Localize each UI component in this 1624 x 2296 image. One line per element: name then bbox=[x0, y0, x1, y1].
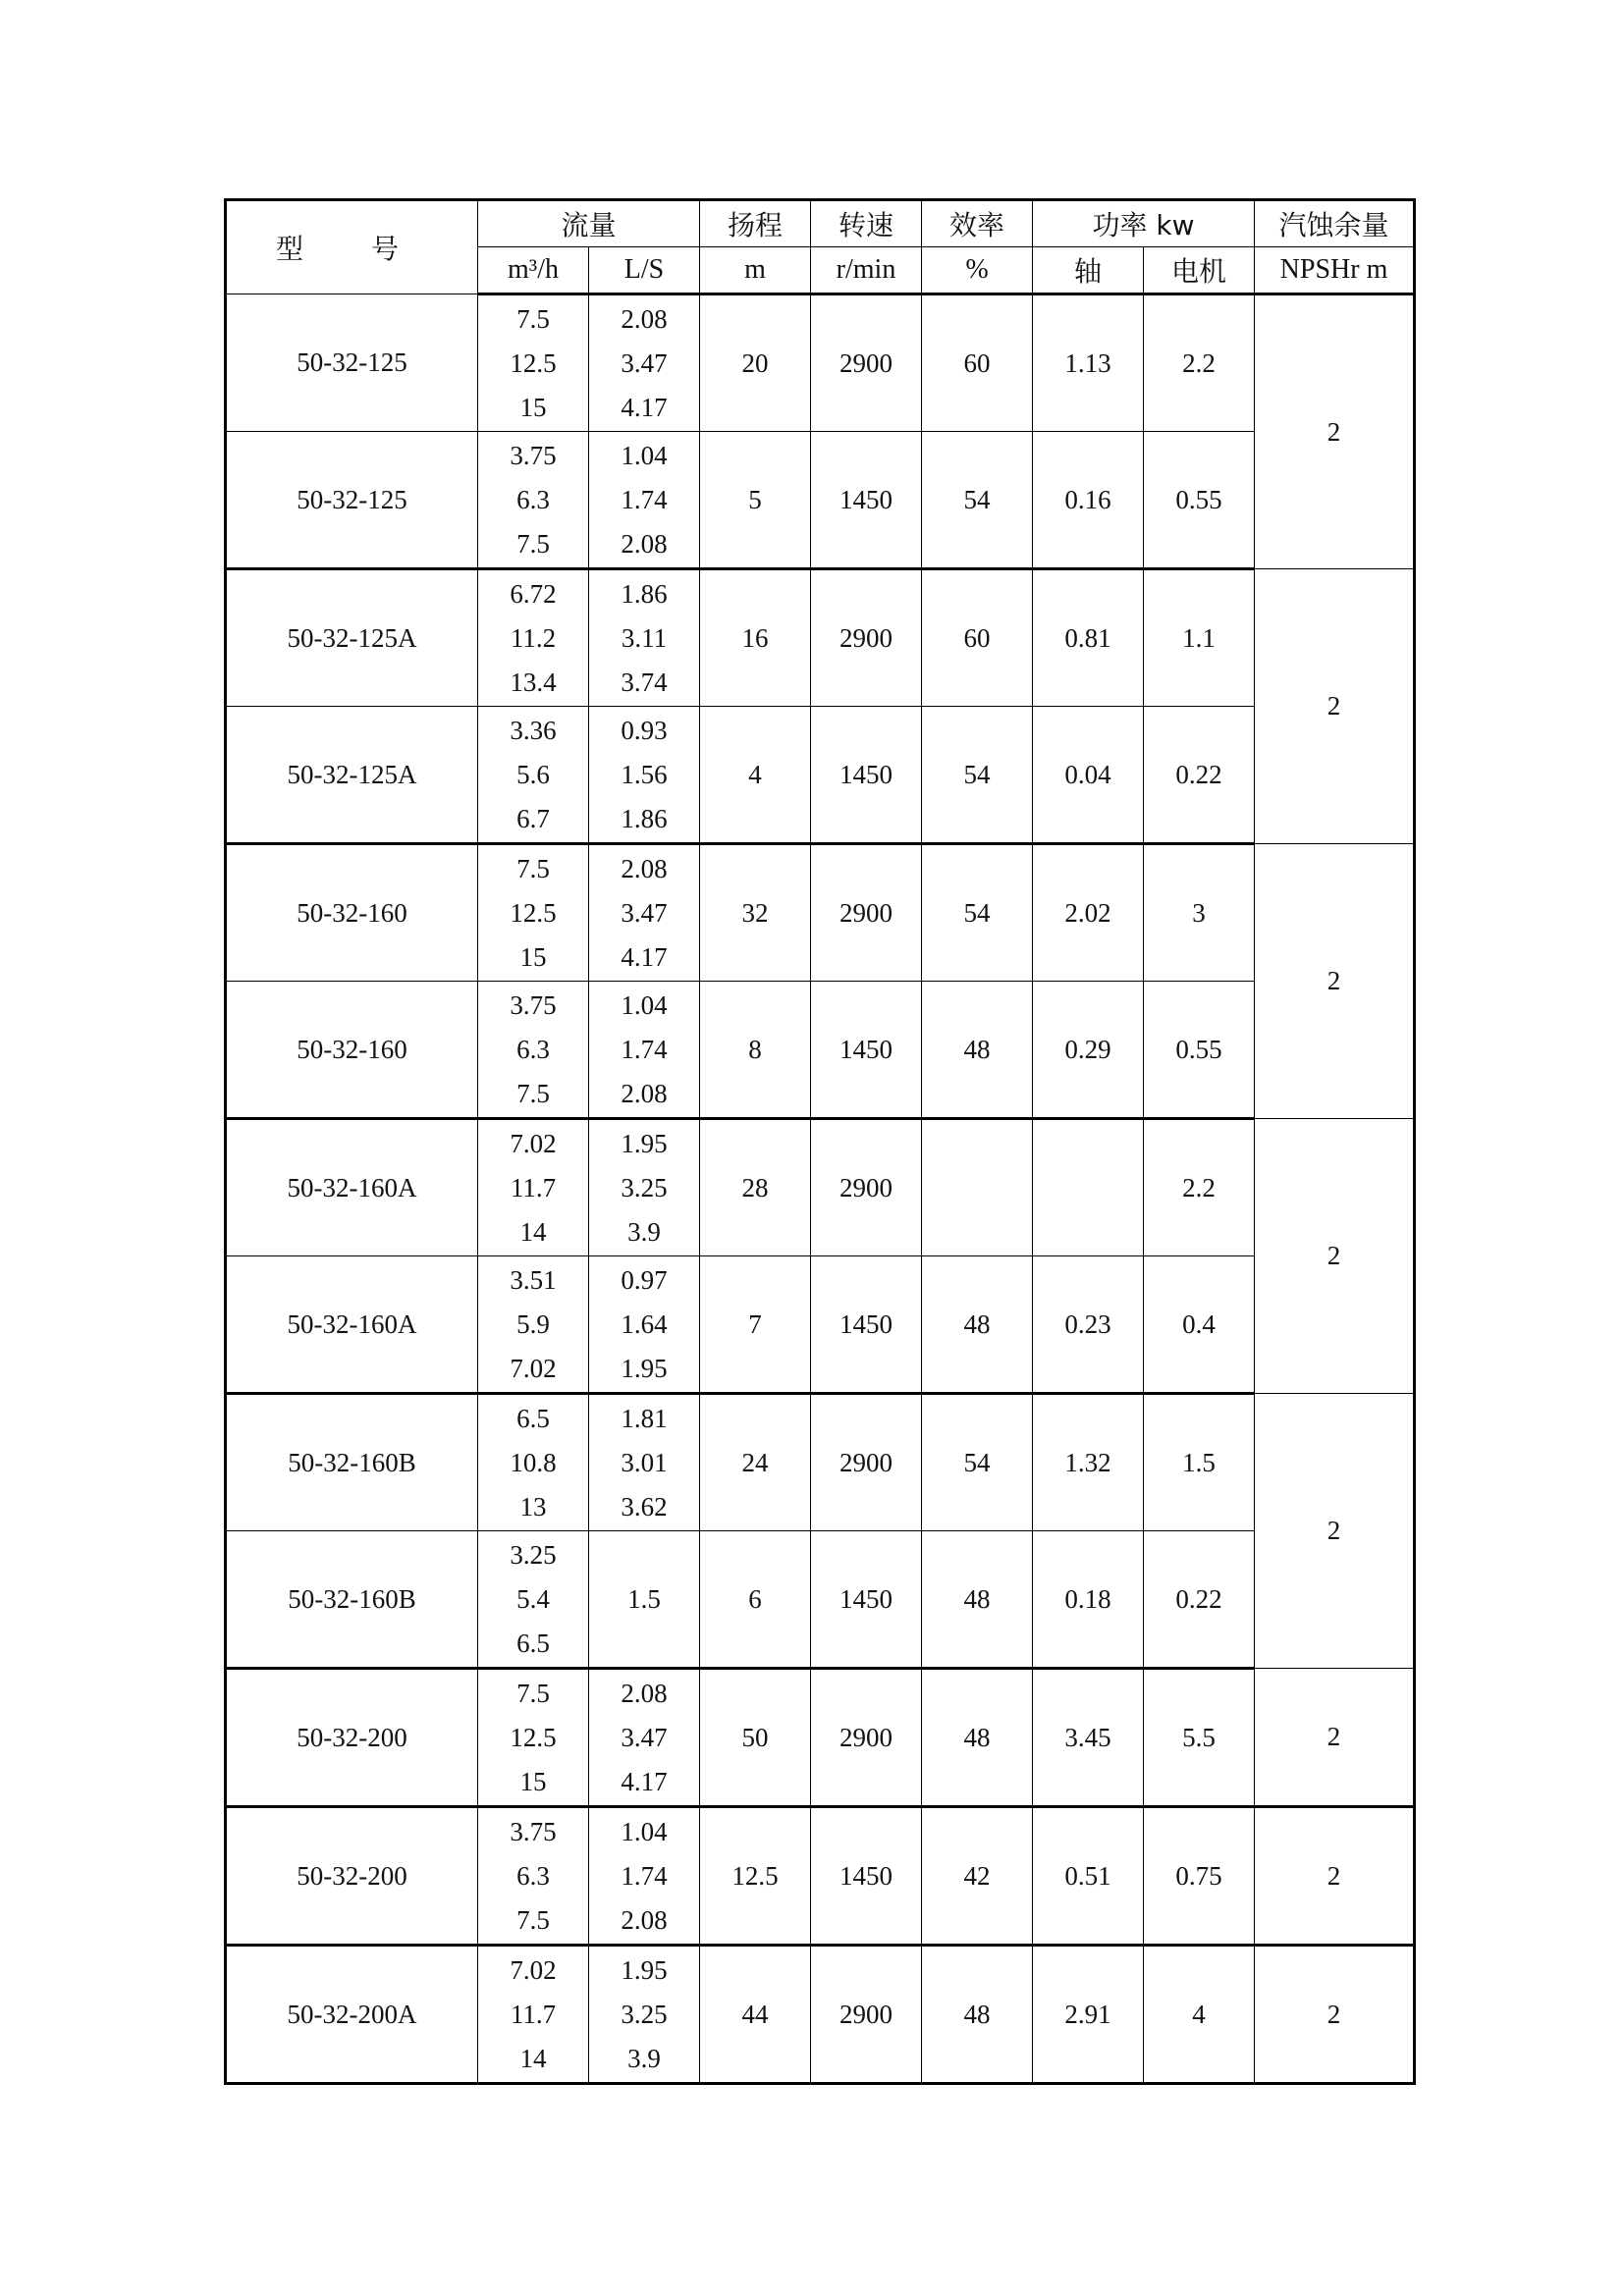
cell-flow-ls-values bbox=[589, 570, 699, 706]
flow-value: 3.9 bbox=[627, 1217, 661, 1247]
cell-flow-m3h bbox=[478, 707, 589, 844]
table-row bbox=[226, 1531, 1415, 1669]
flow-value: 2.08 bbox=[621, 1079, 668, 1108]
cell-power-shaft: 3.45 bbox=[1033, 1669, 1144, 1807]
cell-power-shaft: 0.29 bbox=[1033, 982, 1144, 1119]
cell-flow-ls bbox=[589, 982, 700, 1119]
flow-value: 4.17 bbox=[621, 942, 668, 972]
cell-flow-m3h-values bbox=[478, 1256, 588, 1392]
cell-speed: 1450 bbox=[811, 432, 922, 569]
cell-flow-ls-values bbox=[589, 1395, 699, 1530]
flow-value: 5.4 bbox=[516, 1584, 550, 1614]
cell-head: 6 bbox=[700, 1531, 811, 1669]
cell-flow-m3h bbox=[478, 1946, 589, 2084]
cell-head: 28 bbox=[700, 1119, 811, 1256]
header-power-shaft: 轴 bbox=[1033, 247, 1144, 294]
table-row bbox=[226, 982, 1415, 1119]
cell-flow-ls bbox=[589, 294, 700, 432]
cell-power-motor: 0.4 bbox=[1144, 1256, 1255, 1394]
table-header bbox=[226, 200, 1415, 294]
flow-value: 0.93 bbox=[621, 716, 668, 745]
flow-value: 3.47 bbox=[621, 898, 668, 928]
cell-power-shaft: 0.51 bbox=[1033, 1807, 1144, 1946]
flow-value: 3.74 bbox=[621, 667, 668, 697]
header-speed: 转速 bbox=[811, 200, 922, 247]
flow-value: 10.8 bbox=[510, 1448, 557, 1477]
table-row bbox=[226, 1669, 1415, 1807]
cell-speed: 2900 bbox=[811, 294, 922, 432]
cell-head: 5 bbox=[700, 432, 811, 569]
table-row bbox=[226, 294, 1415, 432]
cell-flow-ls-values bbox=[589, 295, 699, 431]
flow-value: 15 bbox=[519, 1767, 547, 1796]
flow-value: 13.4 bbox=[510, 667, 557, 697]
cell-flow-m3h bbox=[478, 1531, 589, 1669]
header-speed-unit: r/min bbox=[811, 247, 922, 294]
cell-flow-ls bbox=[589, 432, 700, 569]
flow-value: 6.7 bbox=[516, 804, 550, 833]
flow-value: 3.47 bbox=[621, 1723, 668, 1752]
flow-value: 1.74 bbox=[621, 1861, 668, 1891]
flow-value: 3.51 bbox=[510, 1265, 557, 1295]
flow-value: 6.3 bbox=[516, 1861, 550, 1891]
cell-flow-m3h-values bbox=[478, 1531, 588, 1667]
cell-flow-m3h bbox=[478, 1669, 589, 1807]
flow-value: 12.5 bbox=[510, 898, 557, 928]
cell-speed: 2900 bbox=[811, 1669, 922, 1807]
cell-head: 4 bbox=[700, 707, 811, 844]
cell-flow-ls bbox=[589, 569, 700, 707]
header-head: 扬程 bbox=[700, 200, 811, 247]
cell-efficiency: 60 bbox=[922, 569, 1033, 707]
cell-flow-m3h-values bbox=[478, 1808, 588, 1944]
flow-value: 3.62 bbox=[621, 1492, 668, 1522]
flow-value: 3.25 bbox=[621, 1173, 668, 1202]
cell-speed: 2900 bbox=[811, 1119, 922, 1256]
table-row bbox=[226, 707, 1415, 844]
table-row bbox=[226, 1807, 1415, 1946]
cell-model: 50-32-160B bbox=[226, 1394, 478, 1531]
cell-flow-m3h bbox=[478, 294, 589, 432]
cell-flow-m3h-values bbox=[478, 982, 588, 1117]
flow-value: 2.08 bbox=[621, 1679, 668, 1708]
cell-flow-ls bbox=[589, 1946, 700, 2084]
flow-value: 13 bbox=[519, 1492, 547, 1522]
cell-flow-m3h bbox=[478, 844, 589, 982]
cell-power-motor: 0.75 bbox=[1144, 1807, 1255, 1946]
cell-flow-m3h bbox=[478, 569, 589, 707]
cell-efficiency: 48 bbox=[922, 982, 1033, 1119]
cell-speed: 1450 bbox=[811, 707, 922, 844]
cell-npsh: 2 bbox=[1255, 844, 1415, 1119]
cell-flow-m3h bbox=[478, 432, 589, 569]
cell-model: 50-32-160A bbox=[226, 1256, 478, 1394]
flow-value: 7.5 bbox=[516, 1905, 550, 1935]
cell-speed: 1450 bbox=[811, 1256, 922, 1394]
cell-speed: 2900 bbox=[811, 1394, 922, 1531]
cell-power-motor: 3 bbox=[1144, 844, 1255, 982]
cell-model: 50-32-200 bbox=[226, 1669, 478, 1807]
cell-efficiency: 42 bbox=[922, 1807, 1033, 1946]
flow-value: 3.75 bbox=[510, 990, 557, 1020]
flow-value: 6.72 bbox=[510, 579, 557, 609]
cell-model: 50-32-200 bbox=[226, 1807, 478, 1946]
cell-power-shaft: 0.04 bbox=[1033, 707, 1144, 844]
flow-value: 1.04 bbox=[621, 1817, 668, 1846]
cell-head: 12.5 bbox=[700, 1807, 811, 1946]
cell-flow-ls bbox=[589, 1256, 700, 1394]
flow-value: 4.17 bbox=[621, 393, 668, 422]
table-row bbox=[226, 1946, 1415, 2084]
cell-flow-m3h bbox=[478, 982, 589, 1119]
cell-npsh: 2 bbox=[1255, 1946, 1415, 2084]
cell-head: 32 bbox=[700, 844, 811, 982]
cell-head: 8 bbox=[700, 982, 811, 1119]
cell-flow-ls-values bbox=[589, 982, 699, 1117]
cell-flow-m3h-values bbox=[478, 1670, 588, 1805]
flow-value: 4.17 bbox=[621, 1767, 668, 1796]
cell-model: 50-32-200A bbox=[226, 1946, 478, 2084]
cell-efficiency: 48 bbox=[922, 1669, 1033, 1807]
flow-value: 11.7 bbox=[510, 2000, 557, 2029]
flow-value: 1.86 bbox=[621, 804, 668, 833]
flow-value: 1.04 bbox=[621, 990, 668, 1020]
header-efficiency: 效率 bbox=[922, 200, 1033, 247]
table-row bbox=[226, 1119, 1415, 1256]
cell-power-shaft: 0.23 bbox=[1033, 1256, 1144, 1394]
cell-head: 7 bbox=[700, 1256, 811, 1394]
cell-efficiency: 48 bbox=[922, 1256, 1033, 1394]
cell-flow-ls bbox=[589, 1807, 700, 1946]
cell-efficiency bbox=[922, 1119, 1033, 1256]
cell-flow-ls-values bbox=[589, 1670, 699, 1805]
header-power-motor: 电机 bbox=[1144, 247, 1255, 294]
cell-speed: 1450 bbox=[811, 1807, 922, 1946]
cell-speed: 1450 bbox=[811, 1531, 922, 1669]
flow-value: 14 bbox=[519, 1217, 547, 1247]
cell-efficiency: 54 bbox=[922, 844, 1033, 982]
cell-flow-ls-values bbox=[589, 1531, 699, 1667]
cell-speed: 1450 bbox=[811, 982, 922, 1119]
table-row bbox=[226, 432, 1415, 569]
cell-head: 16 bbox=[700, 569, 811, 707]
cell-head: 20 bbox=[700, 294, 811, 432]
flow-value: 3.9 bbox=[627, 2044, 661, 2073]
header-flow-ls: L/S bbox=[589, 247, 700, 294]
cell-head: 44 bbox=[700, 1946, 811, 2084]
flow-value: 1.56 bbox=[621, 760, 668, 789]
cell-speed: 2900 bbox=[811, 1946, 922, 2084]
cell-npsh: 2 bbox=[1255, 569, 1415, 844]
cell-power-shaft: 1.32 bbox=[1033, 1394, 1144, 1531]
flow-value: 7.02 bbox=[510, 1354, 557, 1383]
flow-value: 1.74 bbox=[621, 1035, 668, 1064]
flow-value: 7.5 bbox=[516, 1679, 550, 1708]
cell-model: 50-32-160B bbox=[226, 1531, 478, 1669]
flow-value: 1.5 bbox=[627, 1584, 661, 1614]
cell-flow-m3h-values bbox=[478, 707, 588, 842]
cell-power-motor: 1.5 bbox=[1144, 1394, 1255, 1531]
cell-model: 50-32-160 bbox=[226, 982, 478, 1119]
flow-value: 7.5 bbox=[516, 854, 550, 883]
flow-value: 1.95 bbox=[621, 1955, 668, 1985]
cell-flow-ls bbox=[589, 1669, 700, 1807]
cell-efficiency: 60 bbox=[922, 294, 1033, 432]
cell-efficiency: 48 bbox=[922, 1946, 1033, 2084]
flow-value: 1.86 bbox=[621, 579, 668, 609]
cell-power-motor: 2.2 bbox=[1144, 1119, 1255, 1256]
header-flow-m3h: m³/h bbox=[478, 247, 589, 294]
cell-power-shaft: 2.91 bbox=[1033, 1946, 1144, 2084]
flow-value: 0.97 bbox=[621, 1265, 668, 1295]
cell-flow-ls-values bbox=[589, 1256, 699, 1392]
flow-value: 2.08 bbox=[621, 854, 668, 883]
cell-flow-ls bbox=[589, 707, 700, 844]
cell-model: 50-32-125 bbox=[226, 432, 478, 569]
flow-value: 1.95 bbox=[621, 1129, 668, 1158]
pump-spec-table bbox=[224, 198, 1416, 2085]
cell-head: 50 bbox=[700, 1669, 811, 1807]
cell-flow-m3h-values bbox=[478, 1120, 588, 1255]
flow-value: 11.7 bbox=[510, 1173, 557, 1202]
flow-value: 15 bbox=[519, 393, 547, 422]
cell-efficiency: 54 bbox=[922, 707, 1033, 844]
cell-power-motor: 0.55 bbox=[1144, 432, 1255, 569]
cell-power-motor: 4 bbox=[1144, 1946, 1255, 2084]
cell-flow-m3h bbox=[478, 1394, 589, 1531]
cell-power-motor: 5.5 bbox=[1144, 1669, 1255, 1807]
cell-power-motor: 0.22 bbox=[1144, 1531, 1255, 1669]
flow-value: 12.5 bbox=[510, 1723, 557, 1752]
flow-value: 3.11 bbox=[621, 623, 668, 653]
flow-value: 12.5 bbox=[510, 348, 557, 378]
flow-value: 3.75 bbox=[510, 1817, 557, 1846]
flow-value: 1.95 bbox=[621, 1354, 668, 1383]
cell-power-shaft: 0.18 bbox=[1033, 1531, 1144, 1669]
flow-value: 6.3 bbox=[516, 1035, 550, 1064]
flow-value: 1.64 bbox=[621, 1309, 668, 1339]
cell-efficiency: 54 bbox=[922, 1394, 1033, 1531]
cell-power-shaft: 0.81 bbox=[1033, 569, 1144, 707]
flow-value: 7.5 bbox=[516, 1079, 550, 1108]
flow-value: 6.3 bbox=[516, 485, 550, 514]
cell-flow-ls bbox=[589, 844, 700, 982]
cell-flow-ls-values bbox=[589, 707, 699, 842]
cell-speed: 2900 bbox=[811, 569, 922, 707]
header-npsh: 汽蚀余量 bbox=[1255, 200, 1415, 247]
cell-power-shaft: 2.02 bbox=[1033, 844, 1144, 982]
cell-model: 50-32-125A bbox=[226, 707, 478, 844]
table-row bbox=[226, 1256, 1415, 1394]
flow-value: 3.36 bbox=[510, 716, 557, 745]
cell-npsh: 2 bbox=[1255, 1669, 1415, 1807]
flow-value: 1.04 bbox=[621, 441, 668, 470]
cell-model: 50-32-125 bbox=[226, 294, 478, 432]
cell-flow-m3h bbox=[478, 1807, 589, 1946]
cell-flow-m3h-values bbox=[478, 432, 588, 567]
header-model: 型 号 bbox=[226, 200, 478, 294]
cell-power-shaft: 0.16 bbox=[1033, 432, 1144, 569]
flow-value: 6.5 bbox=[516, 1629, 550, 1658]
cell-flow-m3h-values bbox=[478, 1947, 588, 2082]
cell-speed: 2900 bbox=[811, 844, 922, 982]
flow-value: 7.02 bbox=[510, 1955, 557, 1985]
cell-efficiency: 54 bbox=[922, 432, 1033, 569]
flow-value: 2.08 bbox=[621, 529, 668, 559]
flow-value: 11.2 bbox=[510, 623, 557, 653]
flow-value: 2.08 bbox=[621, 304, 668, 334]
table-row bbox=[226, 844, 1415, 982]
flow-value: 3.75 bbox=[510, 441, 557, 470]
cell-flow-ls bbox=[589, 1531, 700, 1669]
cell-flow-m3h-values bbox=[478, 295, 588, 431]
flow-value: 7.5 bbox=[516, 304, 550, 334]
header-efficiency-unit: % bbox=[922, 247, 1033, 294]
flow-value: 14 bbox=[519, 2044, 547, 2073]
cell-flow-m3h-values bbox=[478, 570, 588, 706]
header-npsh-unit: NPSHr m bbox=[1255, 247, 1415, 294]
cell-power-motor: 0.22 bbox=[1144, 707, 1255, 844]
flow-value: 6.5 bbox=[516, 1404, 550, 1433]
cell-flow-ls bbox=[589, 1394, 700, 1531]
table-row bbox=[226, 1394, 1415, 1531]
cell-flow-ls-values bbox=[589, 1947, 699, 2082]
cell-power-shaft: 1.13 bbox=[1033, 294, 1144, 432]
header-power: 功率 kw bbox=[1033, 200, 1255, 247]
cell-power-motor: 2.2 bbox=[1144, 294, 1255, 432]
cell-efficiency: 48 bbox=[922, 1531, 1033, 1669]
cell-flow-ls-values bbox=[589, 1120, 699, 1255]
cell-head: 24 bbox=[700, 1394, 811, 1531]
flow-value: 3.01 bbox=[621, 1448, 668, 1477]
table-row bbox=[226, 569, 1415, 707]
cell-power-shaft bbox=[1033, 1119, 1144, 1256]
flow-value: 7.02 bbox=[510, 1129, 557, 1158]
header-head-unit: m bbox=[700, 247, 811, 294]
cell-flow-m3h-values bbox=[478, 845, 588, 981]
table-body bbox=[226, 294, 1415, 2084]
cell-flow-ls-values bbox=[589, 1808, 699, 1944]
flow-value: 7.5 bbox=[516, 529, 550, 559]
cell-npsh: 2 bbox=[1255, 1119, 1415, 1394]
flow-value: 1.74 bbox=[621, 485, 668, 514]
cell-flow-ls-values bbox=[589, 845, 699, 981]
flow-value: 5.9 bbox=[516, 1309, 550, 1339]
cell-npsh: 2 bbox=[1255, 1807, 1415, 1946]
cell-flow-m3h bbox=[478, 1256, 589, 1394]
cell-power-motor: 1.1 bbox=[1144, 569, 1255, 707]
cell-power-motor: 0.55 bbox=[1144, 982, 1255, 1119]
cell-flow-ls bbox=[589, 1119, 700, 1256]
cell-model: 50-32-160A bbox=[226, 1119, 478, 1256]
header-row-1 bbox=[226, 200, 1415, 247]
cell-npsh: 2 bbox=[1255, 1394, 1415, 1669]
flow-value: 3.47 bbox=[621, 348, 668, 378]
cell-npsh: 2 bbox=[1255, 294, 1415, 569]
flow-value: 5.6 bbox=[516, 760, 550, 789]
cell-flow-m3h-values bbox=[478, 1395, 588, 1530]
header-flow: 流量 bbox=[478, 200, 700, 247]
flow-value: 3.25 bbox=[510, 1540, 557, 1570]
cell-model: 50-32-160 bbox=[226, 844, 478, 982]
cell-flow-ls-values bbox=[589, 432, 699, 567]
flow-value: 1.81 bbox=[621, 1404, 668, 1433]
flow-value: 15 bbox=[519, 942, 547, 972]
flow-value: 3.25 bbox=[621, 2000, 668, 2029]
cell-flow-m3h bbox=[478, 1119, 589, 1256]
cell-model: 50-32-125A bbox=[226, 569, 478, 707]
flow-value: 2.08 bbox=[621, 1905, 668, 1935]
